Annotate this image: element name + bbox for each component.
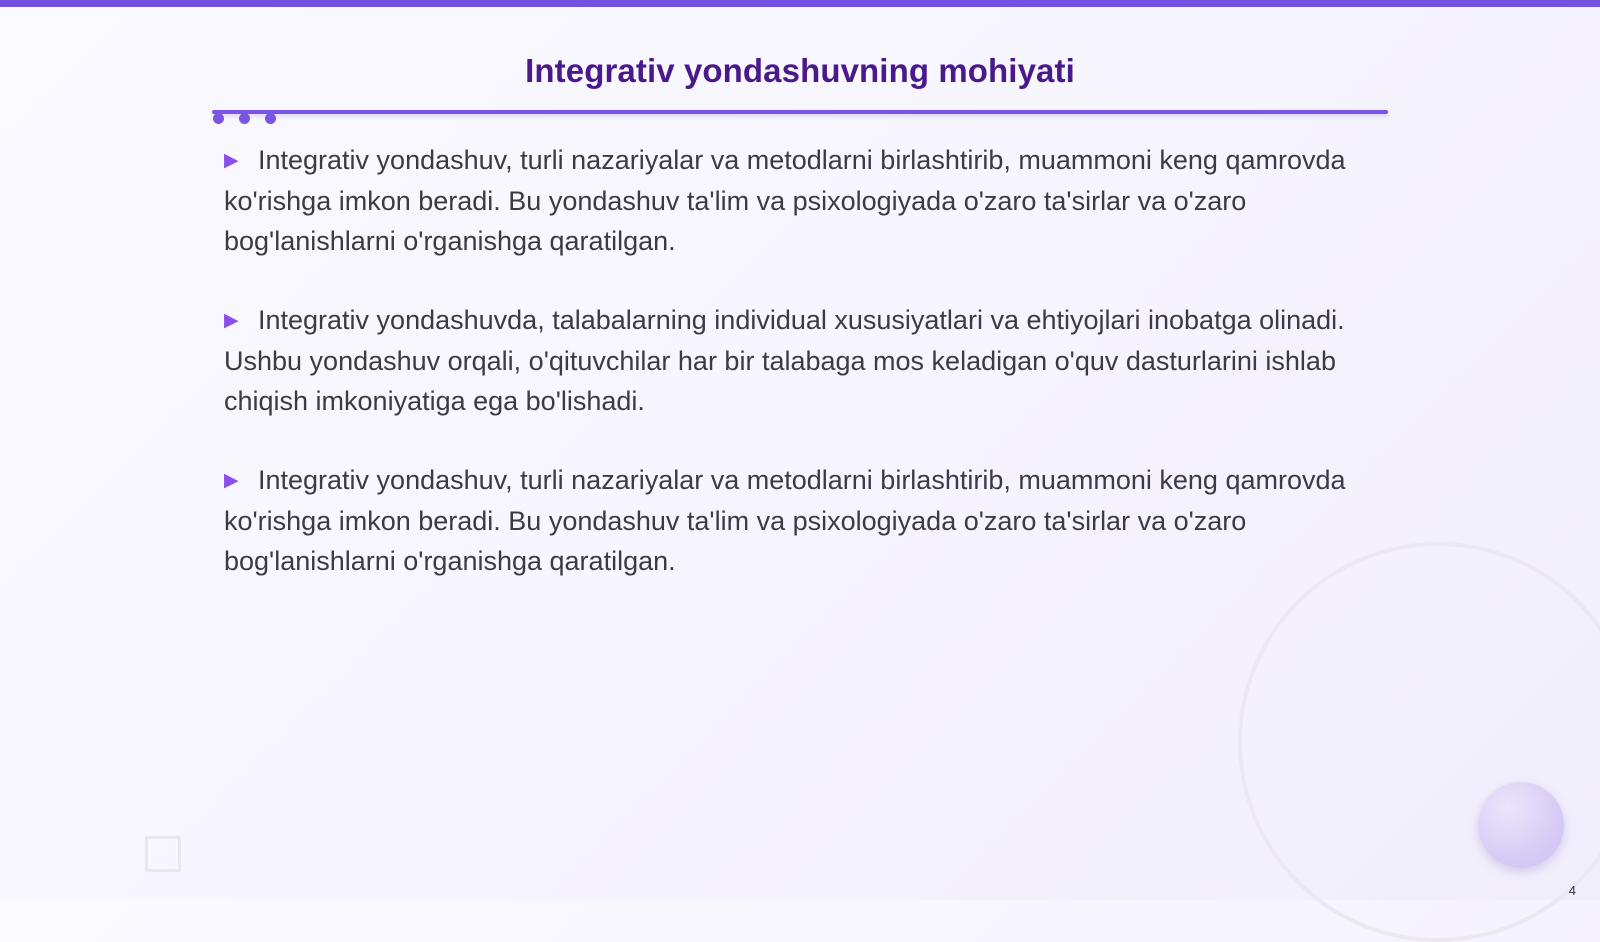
underline-dot: [239, 113, 250, 124]
triangle-bullet-icon: ▶: [224, 310, 239, 331]
decorative-square: [145, 836, 181, 872]
triangle-bullet-icon: ▶: [224, 150, 239, 171]
title-underline: [212, 110, 1388, 114]
bullet-item: [224, 300, 1374, 421]
bullet-list: [224, 140, 1374, 620]
underline-dot: [213, 113, 224, 124]
page-number: 4: [1568, 883, 1576, 898]
underline-dot: [265, 113, 276, 124]
bullet-text: Integrativ yondashuvda, talabalarning individual xususiyatlari va ehtiyojlari inobatga olinadi. Ushbu yondashuv orqali, o'qituvchilar har bir talabaga mos keladigan o'quv dasturlarini ishlab chiqish imkoniyatiga ega bo'lishadi.: [224, 305, 1345, 416]
slide-title: Integrativ yondashuvning mohiyati: [525, 52, 1075, 89]
triangle-bullet-icon: ▶: [224, 470, 239, 491]
bullet-text: Integrativ yondashuv, turli nazariyalar va metodlarni birlashtirib, muammoni keng qamrovda ko'rishga imkon beradi. Bu yondashuv ta'lim va psixologiyada o'zaro ta'sirlar va o'zaro bog'lanishlarni o'rganishga qaratilgan.: [224, 465, 1346, 576]
bullet-item: [224, 140, 1374, 261]
bullet-item: [224, 460, 1374, 581]
decorative-sphere: [1478, 782, 1564, 868]
bullet-text: Integrativ yondashuv, turli nazariyalar va metodlarni birlashtirib, muammoni keng qamrovda ko'rishga imkon beradi. Bu yondashuv ta'lim va psixologiyada o'zaro ta'sirlar va o'zaro bog'lanishlarni o'rganishga qaratilgan.: [224, 145, 1346, 256]
top-accent-bar: [0, 0, 1600, 7]
